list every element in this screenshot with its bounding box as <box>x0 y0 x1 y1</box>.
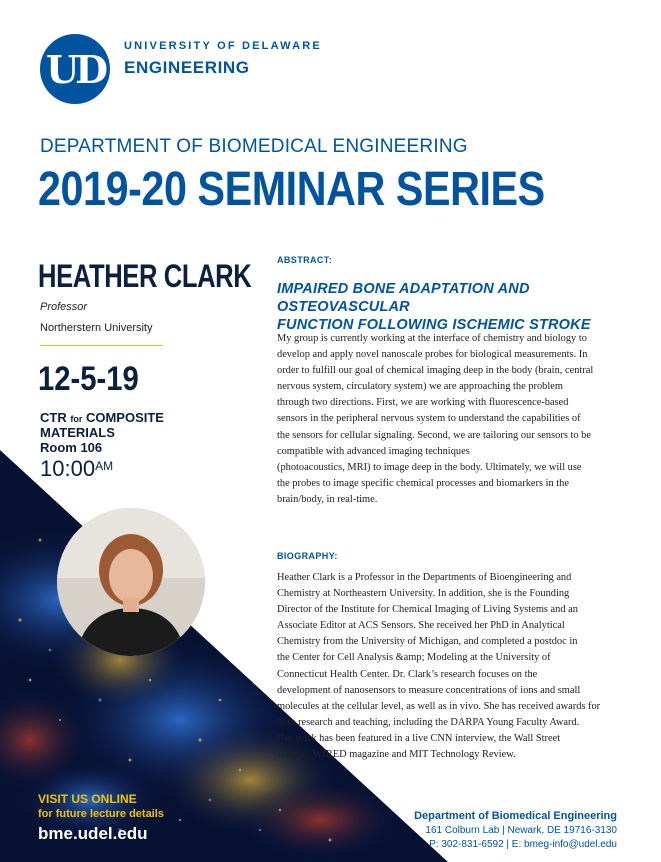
abstract-line: the probes to image specific chemical processes and biomarkers in the <box>277 477 569 489</box>
college-name: ENGINEERING <box>124 58 250 77</box>
footer-department: Department of Biomedical Engineering <box>414 810 617 822</box>
ud-logo-mark: UD <box>45 46 105 92</box>
divider <box>40 345 163 346</box>
biography-line: Connecticut Health Center. Dr. Clark’s research focuses on the <box>277 668 538 680</box>
visit-us-subtext: for future lecture details <box>38 808 164 820</box>
biography-line: Chemistry from the University of Michigan, and completed a postdoc in <box>277 636 578 648</box>
event-location <box>40 410 164 425</box>
abstract-line: sensors in the peripheral nervous system to understand the capabilities of <box>277 413 581 425</box>
abstract-line: develop and apply novel nanoscale probes for biological measurements. In <box>277 349 588 361</box>
event-room: Room 106 <box>40 440 103 455</box>
footer-address: 161 Colburn Lab | Newark, DE 19716-3130 <box>425 825 617 836</box>
biography-body <box>277 570 629 763</box>
time-ampm: AM <box>95 459 114 473</box>
department-title: DEPARTMENT OF BIOMEDICAL ENGINEERING <box>40 136 468 157</box>
event-location-line2: MATERIALS <box>40 425 115 440</box>
abstract-title <box>277 280 627 334</box>
event-date: 12-5-19 <box>38 360 139 398</box>
biography-line: molecules at the cellular level, as well as in vivo. She has received awards for <box>277 700 601 712</box>
abstract-line: My group is currently working at the interface of chemistry and biology to <box>277 333 587 344</box>
biography-line: Heather Clark is a Professor in the Departments of Bioengineering and <box>277 572 572 583</box>
biography-line: Director of the Institute for Chemical Imaging of Living Systems and an <box>277 604 578 616</box>
biography-line: both research and teaching, including the DARPA Young Faculty Award. <box>277 716 580 728</box>
abstract-line: nervous system, circulatory system) we are approaching the problem <box>277 381 563 393</box>
seminar-series-title: 2019-20 SEMINAR SERIES <box>38 163 545 216</box>
biography-line: Associate Editor at ACS Sensors. She received her PhD in Analytical <box>277 620 565 632</box>
location-word: COMPOSITE <box>85 410 164 425</box>
footer-contact: P: 302-831-6592 | E: bmeg-info@udel.edu <box>429 839 617 850</box>
university-name: UNIVERSITY OF DELAWARE <box>124 40 322 52</box>
biography-line: Journal, WIRED magazine and MIT Technology Review. <box>277 749 516 761</box>
location-word: CTR <box>40 410 67 425</box>
event-time <box>40 456 113 482</box>
abstract-line: compatible with advanced imaging techniques <box>277 445 470 457</box>
biography-line: the Center for Cell Analysis &amp; Modeling at the University of <box>277 652 551 664</box>
time-value: 10:00 <box>40 456 96 481</box>
speaker-name: HEATHER CLARK <box>38 258 252 294</box>
abstract-body <box>277 331 629 508</box>
biography-label: BIOGRAPHY: <box>277 551 338 561</box>
speaker-photo <box>57 508 205 656</box>
visit-us-heading: VISIT US ONLINE <box>38 792 137 806</box>
website-link[interactable]: bme.udel.edu <box>38 824 148 843</box>
abstract-label: ABSTRACT: <box>277 255 333 265</box>
biography-line: Her work has been featured in a live CNN interview, the Wall Street <box>277 732 561 744</box>
person-icon <box>57 508 205 656</box>
abstract-title-line: FUNCTION FOLLOWING ISCHEMIC STROKE <box>277 317 591 333</box>
abstract-line: brain/body, in real-time. <box>277 493 378 505</box>
abstract-line: (photoacoustics, MRI) to image deep in the body. Ultimately, we will use <box>277 461 582 473</box>
biography-line: Chemistry at Northeastern University. In addition, she is the Founding <box>277 588 570 600</box>
biography-line: development of nanosensors to measure concentrations of ions and small <box>277 684 581 696</box>
abstract-line: the sensors for cellular signaling. Second, we are tailoring our sensors to be <box>277 429 591 441</box>
abstract-title-line: IMPAIRED BONE ADAPTATION AND OSTEOVASCULAR <box>277 281 530 315</box>
speaker-title: Professor <box>40 301 88 313</box>
abstract-line: order to fulfill our goal of chemical imaging deep in the body (brain, central <box>277 365 594 377</box>
location-for: for <box>70 414 83 424</box>
abstract-line: through two directions. First, we are working with fluorescence-based <box>277 397 569 409</box>
speaker-affiliation: Northerstern University <box>40 322 153 334</box>
